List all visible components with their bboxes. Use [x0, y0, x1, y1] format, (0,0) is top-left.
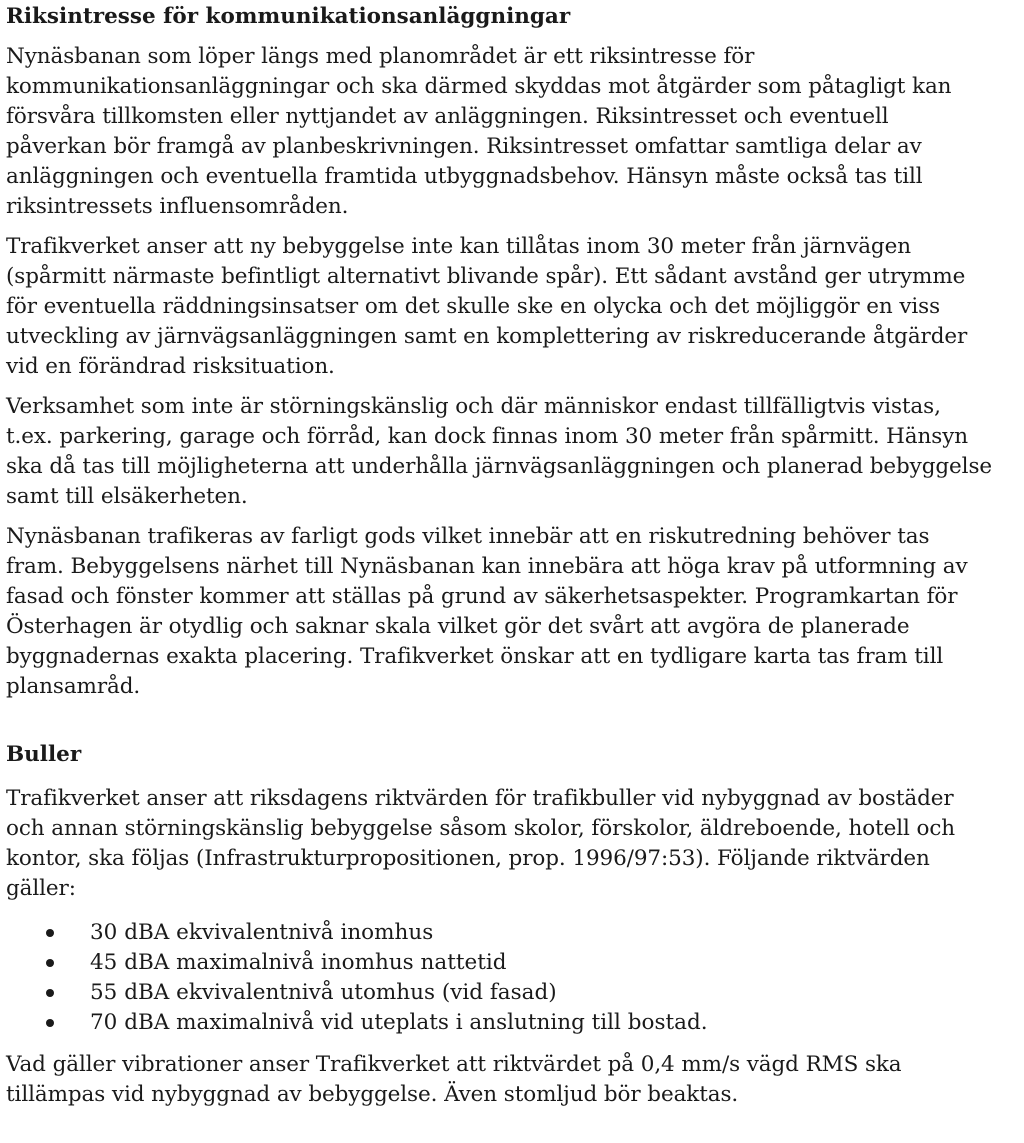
text-line: Trafikverket anser att riksdagens riktvärden för trafikbuller vid nybyggnad av bostäder: [6, 786, 954, 811]
list-item-text: 55 dBA ekvivalentnivå utomhus (vid fasad): [90, 980, 557, 1005]
list-item-text: 45 dBA maximalnivå inomhus nattetid: [90, 950, 507, 975]
paragraph-riksintresse-intro: [6, 42, 994, 222]
text-line: påverkan bör framgå av planbeskrivningen. Riksintresset omfattar samtliga delar av: [6, 134, 922, 159]
bullet-icon: [46, 1019, 54, 1027]
bullet-icon: [46, 959, 54, 967]
text-line: fasad och fönster kommer att ställas på grund av säkerhetsaspekter. Programkartan för: [6, 584, 958, 609]
text-line: och annan störningskänslig bebyggelse såsom skolor, förskolor, äldreboende, hotell och: [6, 816, 956, 841]
paragraph-dangerous-goods: [6, 522, 994, 702]
text-line: anläggningen och eventuella framtida utbyggnadsbehov. Hänsyn måste också tas till: [6, 164, 923, 189]
text-line: kommunikationsanläggningar och ska därmed skyddas mot åtgärder som påtagligt kan: [6, 74, 952, 99]
text-line: utveckling av järnvägsanläggningen samt en komplettering av riskreducerande åtgärder: [6, 324, 968, 349]
text-line: (spårmitt närmaste befintligt alternativt blivande spår). Ett sådant avstånd ger utrymme: [6, 264, 966, 289]
text-line: plansamråd.: [6, 674, 141, 699]
text-line: byggnadernas exakta placering. Trafikverket önskar att en tydligare karta tas fram till: [6, 644, 944, 669]
text-line: Nynäsbanan trafikeras av farligt gods vilket innebär att en riskutredning behöver tas: [6, 524, 930, 549]
text-line: för eventuella räddningsinsatser om det skulle ske en olycka och det möjliggör en viss: [6, 294, 941, 319]
noise-guideline-list: [6, 918, 994, 1038]
list-item: [6, 1008, 994, 1038]
text-line: kontor, ska följas (Infrastrukturpropositionen, prop. 1996/97:53). Följande riktvärden: [6, 846, 930, 871]
text-line: Nynäsbanan som löper längs med planområdet är ett riksintresse för: [6, 44, 755, 69]
bullet-icon: [46, 929, 54, 937]
text-line: ska då tas till möjligheterna att underhålla järnvägsanläggningen och planerad bebyggelse: [6, 454, 993, 479]
list-item-text: 30 dBA ekvivalentnivå inomhus: [90, 920, 434, 945]
list-item-text: 70 dBA maximalnivå vid uteplats i anslutning till bostad.: [90, 1010, 708, 1035]
list-item: [6, 978, 994, 1008]
text-line: tillämpas vid nybyggnad av bebyggelse. Även stomljud bör beaktas.: [6, 1082, 739, 1107]
section-heading-buller: Buller: [6, 742, 82, 767]
paragraph-noise-intro: [6, 784, 994, 904]
bullet-icon: [46, 989, 54, 997]
text-line: riksintressets influensområden.: [6, 194, 349, 219]
paragraph-vibrations: [6, 1050, 994, 1110]
text-line: t.ex. parkering, garage och förråd, kan dock finnas inom 30 meter från spårmitt. Hänsyn: [6, 424, 969, 449]
text-line: Verksamhet som inte är störningskänslig och där människor endast tillfälligtvis vistas,: [6, 394, 941, 419]
text-line: Vad gäller vibrationer anser Trafikverket att riktvärdet på 0,4 mm/s vägd RMS ska: [6, 1052, 902, 1077]
text-line: vid en förändrad risksituation.: [6, 354, 335, 379]
text-line: fram. Bebyggelsens närhet till Nynäsbanan kan innebära att höga krav på utformning av: [6, 554, 968, 579]
paragraph-non-sensitive-use: [6, 392, 994, 512]
list-item: [6, 948, 994, 978]
section-heading-riksintresse: Riksintresse för kommunikationsanläggningar: [6, 4, 571, 29]
paragraph-safety-distance: [6, 232, 994, 382]
list-item: [6, 918, 994, 948]
text-line: Trafikverket anser att ny bebyggelse inte kan tillåtas inom 30 meter från järnvägen: [6, 234, 911, 259]
text-line: försvåra tillkomsten eller nyttjandet av anläggningen. Riksintresset och eventuell: [6, 104, 889, 129]
text-line: gäller:: [6, 876, 76, 901]
text-line: samt till elsäkerheten.: [6, 484, 248, 509]
text-line: Österhagen är otydlig och saknar skala vilket gör det svårt att avgöra de planerade: [6, 614, 910, 639]
